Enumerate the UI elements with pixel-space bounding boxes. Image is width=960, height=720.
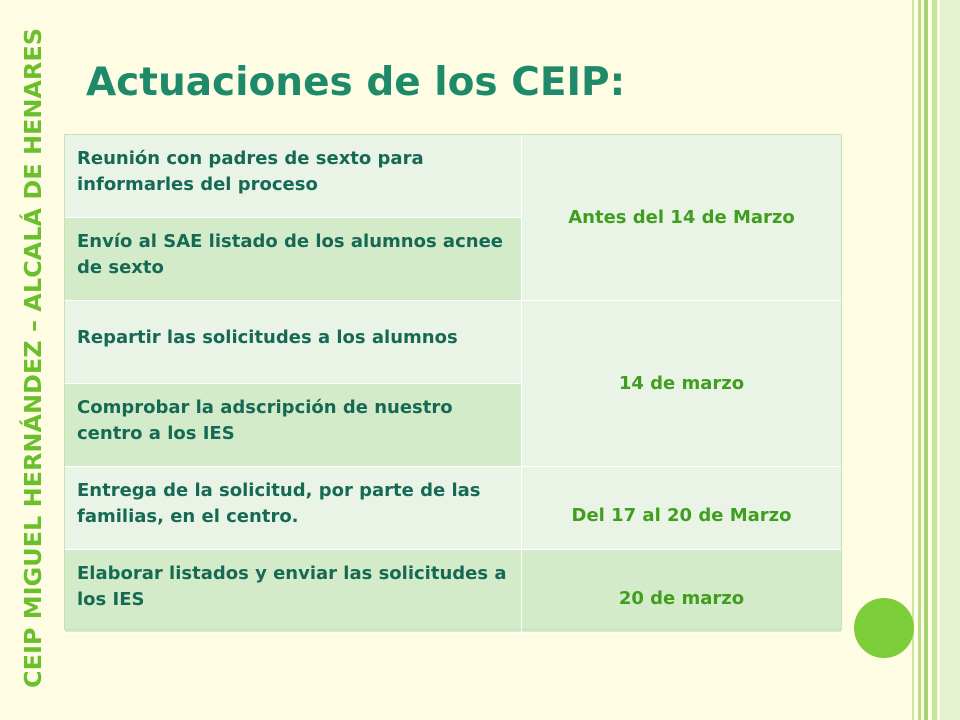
task-text: Comprobar la adscripción de nuestro centro a los IES xyxy=(77,397,453,444)
task-cell xyxy=(65,218,522,301)
date-cell: 14 de marzo xyxy=(522,301,842,467)
task-cell xyxy=(65,135,522,218)
schedule-table xyxy=(64,134,842,633)
task-text: Reunión con padres de sexto para informarles del proceso xyxy=(77,148,424,195)
decorative-circle xyxy=(854,598,914,658)
task-text: Envío al SAE listado de los alumnos acnee de sexto xyxy=(77,231,503,278)
side-label-text: CEIP MIGUEL HERNÁNDEZ – ALCALÁ DE HENARES xyxy=(21,54,47,688)
date-cell: Del 17 al 20 de Marzo xyxy=(522,467,842,550)
task-text: Elaborar listados y enviar las solicitudes a los IES xyxy=(77,563,507,610)
date-cell: Antes del 14 de Marzo xyxy=(522,135,842,301)
task-text: Repartir las solicitudes a los alumnos xyxy=(77,327,458,348)
stripe xyxy=(918,0,921,720)
stripe xyxy=(924,0,928,720)
table-row xyxy=(65,550,842,633)
side-label xyxy=(12,20,52,700)
task-cell xyxy=(65,467,522,550)
task-cell xyxy=(65,550,522,633)
task-cell xyxy=(65,384,522,467)
task-cell xyxy=(65,301,522,384)
decorative-stripes xyxy=(912,0,960,720)
stripe xyxy=(932,0,937,720)
table-row xyxy=(65,301,842,384)
page-title: Actuaciones de los CEIP: xyxy=(86,60,626,105)
task-text: Entrega de la solicitud, por parte de las familias, en el centro. xyxy=(77,480,481,527)
table-row xyxy=(65,467,842,550)
date-cell: 20 de marzo xyxy=(522,550,842,633)
stripe xyxy=(940,0,960,720)
table-row xyxy=(65,135,842,218)
stripe xyxy=(912,0,914,720)
